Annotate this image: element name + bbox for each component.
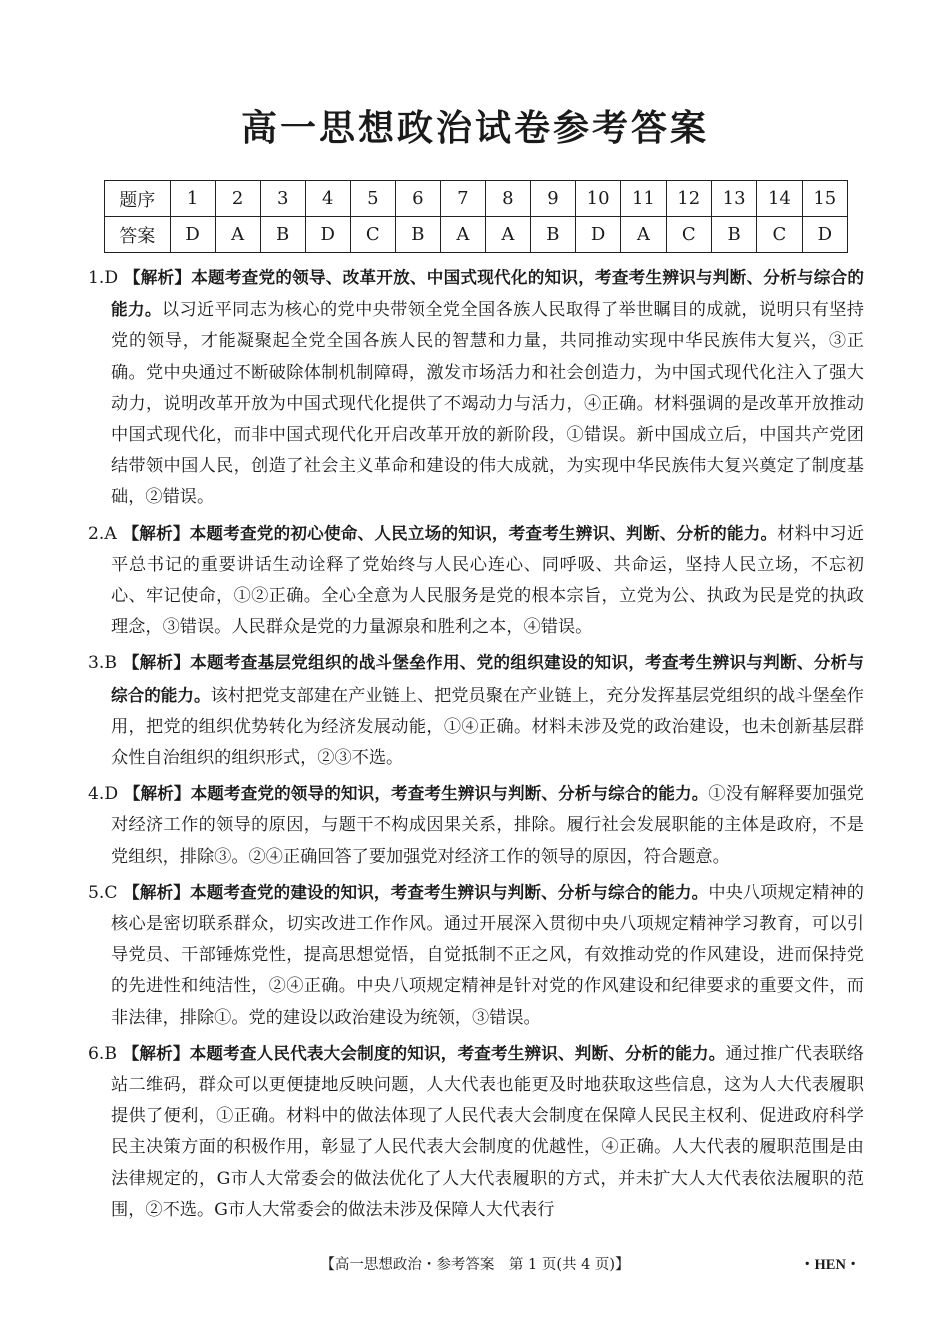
item-number: 6.B — [88, 1043, 118, 1064]
table-cell-answer: C — [757, 217, 802, 253]
table-cell-number: 13 — [711, 181, 756, 217]
item-number: 1.D — [88, 268, 119, 288]
item-number: 4.D — [88, 784, 119, 805]
table-cell-answer: A — [485, 217, 530, 253]
table-cell-answer: D — [170, 217, 215, 253]
table-cell-number: 1 — [170, 181, 215, 217]
table-cell-number: 11 — [621, 181, 666, 217]
table-cell-number: 2 — [215, 181, 260, 217]
item-text: ①没有解释要加强党对经济工作的领导的原因，与题干不构成因果关系，排除。履行社会发展职能的主体是政府，不是党组织，排除③。②④正确回答了要加强党对经济工作的领导的原因，符合题意。 — [111, 784, 864, 867]
table-row-answers — [105, 217, 848, 253]
item-analysis-tag: 【解析】本题考查人民代表大会制度的知识，考查考生辨识、判断、分析的能力。 — [122, 1043, 726, 1063]
table-cell-number: 15 — [802, 181, 847, 217]
table-row-numbers — [105, 181, 848, 217]
item-analysis-tag: 【解析】本题考查党的领导、改革开放、中国式现代化的知识，考查考生辨识与判断、分析与综合的能力。 — [111, 268, 864, 320]
page-title: 高一思想政治试卷参考答案 — [240, 108, 709, 149]
explanation-item — [88, 518, 864, 644]
item-text: 以习近平同志为核心的党中央带领全党全国各族人民取得了举世瞩目的成就，说明只有坚持党的领导，才能凝聚起全党全国各族人民的智慧和力量，共同推动实现中华民族伟大复兴，③正确。党中央通过不断破除体制机制障碍，激发市场活力和社会创造力，为中国式现代化注入了强大动力，说明改革开放为中国式现代化提供了不竭动力与活力，④正确。材料强调的是改革开放推动中国式现代化，而非中国式现代化开启改革开放的新阶段，①错误。新中国成立后，中国共产党团结带领中国人民，创造了社会主义革命和建设的伟大成就，为实现中华民族伟大复兴奠定了制度基础，②错误。 — [111, 300, 864, 508]
explanation-item — [88, 1038, 864, 1226]
table-cell-answer: D — [305, 217, 350, 253]
item-analysis-tag: 【解析】本题考查基层党组织的战斗堡垒作用、党的组织建设的知识，考查考生辨识与判断、分析与综合的能力。 — [111, 653, 865, 705]
item-text: 该村把党支部建在产业链上、把党员聚在产业链上，充分发挥基层党组织的战斗堡垒作用，把党的组织优势转化为经济发展动能，①④正确。材料未涉及党的政治建设，也未创新基层群众性自治组织的组织形式，②③不选。 — [111, 685, 864, 769]
item-analysis-tag: 【解析】本题考查党的初心使命、人民立场的知识，考查考生辨识、判断、分析的能力。 — [122, 523, 778, 543]
table-cell-answer: D — [575, 217, 620, 253]
table-cell-answer: B — [395, 217, 440, 253]
table-cell-number: 12 — [666, 181, 711, 217]
table-cell-answer: A — [215, 217, 260, 253]
table-cell-number: 5 — [350, 181, 395, 217]
item-text: 通过推广代表联络站二维码，群众可以更便捷地反映问题，人大代表也能更及时地获取这些信息，这为人大代表履职提供了便利，①正确。材料中的做法体现了人民代表大会制度在保障人民民主权利、促进政府科学民主决策方面的积极作用，彰显了人民代表大会制度的优越性，④正确。人大代表的履职范围是由法律规定的，G市人大常委会的做法优化了人大代表履职的方式，并未扩大人大代表依法履职的范围，②不选。G市人大常委会的做法未涉及保障人大代表行 — [111, 1043, 864, 1220]
explanation-item — [88, 647, 864, 774]
explanation-item — [88, 778, 864, 873]
explanation-item — [88, 877, 864, 1034]
table-cell-number: 7 — [440, 181, 485, 217]
item-number: 2.A — [88, 523, 117, 544]
table-cell-number: 10 — [575, 181, 620, 217]
table-cell-answer: C — [350, 217, 395, 253]
item-text: 材料中习近平总书记的重要讲话生动诠释了党始终与人民心连心、同呼吸、共命运，坚持人民立场，不忘初心、牢记使命，①②正确。全心全意为人民服务是党的根本宗旨，立党为公、执政为民是党的执政理念，③错误。人民群众是党的力量源泉和胜利之本，④错误。 — [111, 523, 865, 638]
table-cell-number: 4 — [305, 181, 350, 217]
table-cell-number: 8 — [485, 181, 530, 217]
table-cell-answer: A — [440, 217, 485, 253]
item-number: 5.C — [88, 882, 118, 903]
item-analysis-tag: 【解析】本题考查党的领导的知识，考查考生辨识与判断、分析与综合的能力。 — [123, 784, 709, 804]
footer-code: ・HEN・ — [800, 1257, 861, 1273]
answer-table — [104, 180, 848, 253]
table-cell-number: 9 — [530, 181, 575, 217]
table-cell-answer: D — [802, 217, 847, 253]
item-text: 中央八项规定精神的核心是密切联系群众，切实改进工作作风。通过开展深入贯彻中央八项规定精神学习教育，可以引导党员、干部锤炼党性，提高思想觉悟，自觉抵制不正之风，有效推动党的作风建设，进而保持党的先进性和纯洁性，②④正确。中央八项规定精神是针对党的作风建设和纪律要求的重要文件，而非法律，排除①。党的建设以政治建设为统领，③错误。 — [111, 882, 864, 1028]
table-cell-number: 14 — [757, 181, 802, 217]
table-cell-answer: B — [260, 217, 305, 253]
explanations — [88, 262, 864, 1230]
table-cell-number: 6 — [395, 181, 440, 217]
table-cell-number: 3 — [260, 181, 305, 217]
page-footer: 【高一思想政治・参考答案 第 1 页(共 4 页)】 — [320, 1257, 630, 1273]
table-cell-answer: A — [621, 217, 666, 253]
item-number: 3.B — [88, 653, 118, 674]
table-cell-answer: B — [530, 217, 575, 253]
table-cell-answer: C — [666, 217, 711, 253]
row-label-answer: 答案 — [105, 217, 171, 253]
table-cell-answer: B — [711, 217, 756, 253]
explanation-item — [88, 262, 864, 514]
item-analysis-tag: 【解析】本题考查党的建设的知识，考查考生辨识与判断、分析与综合的能力。 — [123, 882, 709, 902]
row-label-number: 题序 — [105, 181, 171, 217]
